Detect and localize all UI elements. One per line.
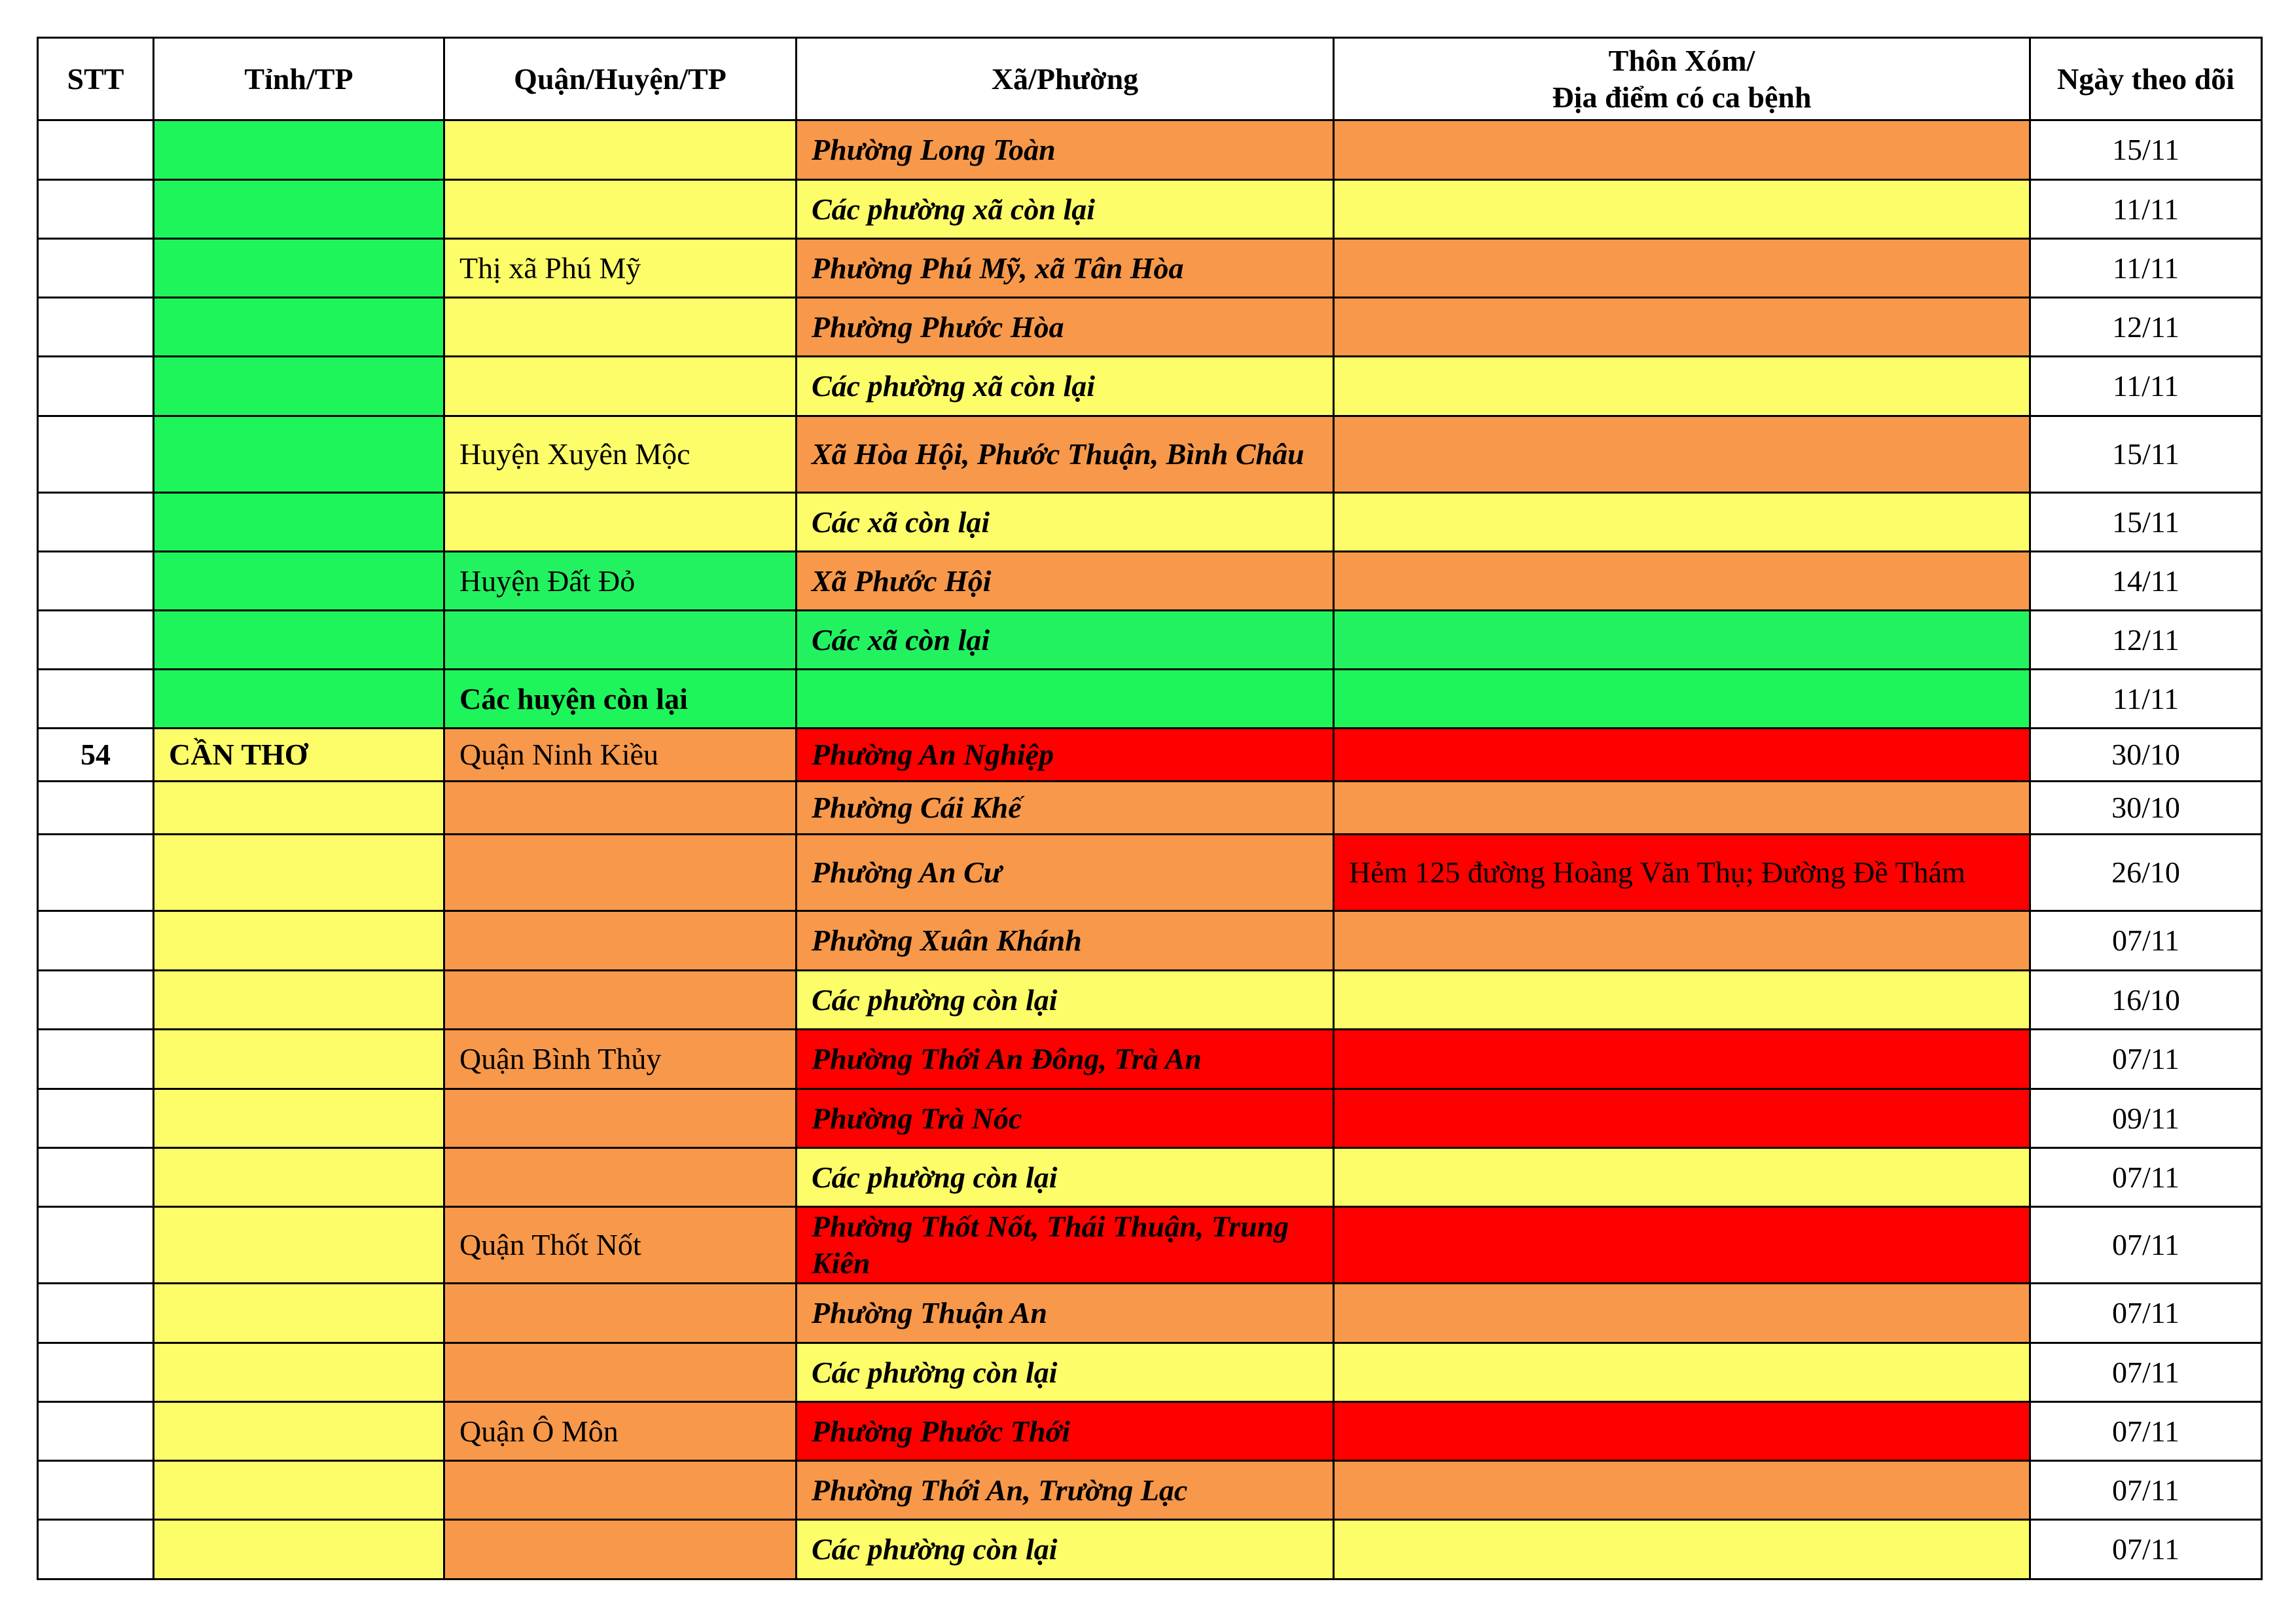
- stt-cell: [38, 1207, 154, 1284]
- stt-cell: [38, 782, 154, 835]
- district-cell: [444, 611, 797, 670]
- district-cell: Quận Bình Thủy: [444, 1030, 797, 1089]
- date-cell: 15/11: [2030, 416, 2262, 493]
- stt-cell: [38, 298, 154, 357]
- stt-cell: [38, 1343, 154, 1402]
- province-cell: [154, 493, 444, 552]
- table-row: [38, 180, 2262, 239]
- province-cell: [154, 1030, 444, 1089]
- stt-cell: [38, 1284, 154, 1343]
- province-cell: [154, 120, 444, 180]
- province-cell: [154, 1148, 444, 1207]
- stt-cell: [38, 552, 154, 611]
- table-row: [38, 1030, 2262, 1089]
- ward-cell: Các phường còn lại: [797, 971, 1334, 1030]
- location-cell: [1334, 1030, 2030, 1089]
- table-row: [38, 239, 2262, 298]
- table-row: [38, 1402, 2262, 1461]
- risk-level-table: [37, 37, 2263, 1580]
- table-row: [38, 1343, 2262, 1402]
- stt-cell: [38, 611, 154, 670]
- stt-cell: [38, 1089, 154, 1148]
- province-cell: [154, 1402, 444, 1461]
- date-cell: 11/11: [2030, 670, 2262, 729]
- location-cell: [1334, 971, 2030, 1030]
- location-cell: [1334, 911, 2030, 971]
- header-date: Ngày theo dõi: [2030, 38, 2262, 120]
- table-row: [38, 1207, 2262, 1284]
- header-location-line2: Địa điểm có ca bệnh: [1552, 80, 1812, 114]
- ward-cell: Phường Thới An Đông, Trà An: [797, 1030, 1334, 1089]
- district-cell: [444, 180, 797, 239]
- province-cell: [154, 782, 444, 835]
- ward-cell: Các xã còn lại: [797, 493, 1334, 552]
- province-cell: [154, 298, 444, 357]
- location-cell: [1334, 120, 2030, 180]
- date-cell: 07/11: [2030, 1343, 2262, 1402]
- table-row: [38, 1284, 2262, 1343]
- location-cell: [1334, 1207, 2030, 1284]
- district-cell: [444, 1148, 797, 1207]
- province-cell: [154, 552, 444, 611]
- ward-cell: Phường Phú Mỹ, xã Tân Hòa: [797, 239, 1334, 298]
- header-district: Quận/Huyện/TP: [444, 38, 797, 120]
- district-cell: [444, 782, 797, 835]
- district-cell: [444, 120, 797, 180]
- district-cell: [444, 1520, 797, 1579]
- table-row: [38, 911, 2262, 971]
- province-cell: [154, 1284, 444, 1343]
- location-cell: [1334, 782, 2030, 835]
- date-cell: 30/10: [2030, 729, 2262, 782]
- province-cell: [154, 180, 444, 239]
- header-row: [38, 38, 2262, 120]
- location-cell: [1334, 180, 2030, 239]
- table-row: [38, 298, 2262, 357]
- ward-cell: Phường Xuân Khánh: [797, 911, 1334, 971]
- table-row: [38, 1089, 2262, 1148]
- date-cell: 11/11: [2030, 239, 2262, 298]
- table-row: [38, 493, 2262, 552]
- location-cell: [1334, 1402, 2030, 1461]
- district-cell: Thị xã Phú Mỹ: [444, 239, 797, 298]
- province-cell: [154, 911, 444, 971]
- ward-cell: Phường Thốt Nốt, Thái Thuận, Trung Kiên: [797, 1207, 1334, 1284]
- date-cell: 15/11: [2030, 120, 2262, 180]
- ward-cell: Phường An Cư: [797, 835, 1334, 911]
- location-cell: [1334, 1343, 2030, 1402]
- date-cell: 30/10: [2030, 782, 2262, 835]
- stt-cell: [38, 180, 154, 239]
- date-cell: 15/11: [2030, 493, 2262, 552]
- date-cell: 07/11: [2030, 1402, 2262, 1461]
- stt-cell: [38, 239, 154, 298]
- location-cell: [1334, 1284, 2030, 1343]
- stt-cell: [38, 493, 154, 552]
- ward-cell: Các phường xã còn lại: [797, 180, 1334, 239]
- province-cell: [154, 835, 444, 911]
- stt-cell: 54: [38, 729, 154, 782]
- province-cell: CẦN THƠ: [154, 729, 444, 782]
- location-cell: [1334, 416, 2030, 493]
- table-row: [38, 357, 2262, 416]
- table-row: [38, 416, 2262, 493]
- header-location-line1: Thôn Xóm/: [1608, 43, 1755, 77]
- ward-cell: Phường Long Toàn: [797, 120, 1334, 180]
- province-cell: [154, 239, 444, 298]
- ward-cell: Các xã còn lại: [797, 611, 1334, 670]
- location-cell: [1334, 239, 2030, 298]
- location-cell: [1334, 552, 2030, 611]
- stt-cell: [38, 1461, 154, 1520]
- ward-cell: Phường Thuận An: [797, 1284, 1334, 1343]
- district-cell: [444, 911, 797, 971]
- date-cell: 07/11: [2030, 1030, 2262, 1089]
- date-cell: 07/11: [2030, 1520, 2262, 1579]
- ward-cell: Các phường còn lại: [797, 1148, 1334, 1207]
- date-cell: 07/11: [2030, 1148, 2262, 1207]
- location-cell: [1334, 1461, 2030, 1520]
- district-cell: Huyện Đất Đỏ: [444, 552, 797, 611]
- location-cell: [1334, 670, 2030, 729]
- stt-cell: [38, 120, 154, 180]
- location-cell: [1334, 1520, 2030, 1579]
- header-ward: Xã/Phường: [797, 38, 1334, 120]
- table-row: [38, 1520, 2262, 1579]
- date-cell: 12/11: [2030, 298, 2262, 357]
- province-cell: [154, 971, 444, 1030]
- header-location: [1334, 38, 2030, 120]
- district-cell: [444, 835, 797, 911]
- table-row: [38, 835, 2262, 911]
- district-cell: Các huyện còn lại: [444, 670, 797, 729]
- date-cell: 11/11: [2030, 357, 2262, 416]
- table-row: [38, 1461, 2262, 1520]
- date-cell: 12/11: [2030, 611, 2262, 670]
- stt-cell: [38, 1148, 154, 1207]
- stt-cell: [38, 670, 154, 729]
- province-cell: [154, 1520, 444, 1579]
- table-row: [38, 670, 2262, 729]
- province-cell: [154, 1207, 444, 1284]
- stt-cell: [38, 835, 154, 911]
- date-cell: 14/11: [2030, 552, 2262, 611]
- location-cell: [1334, 729, 2030, 782]
- district-cell: [444, 1343, 797, 1402]
- table-body: [38, 120, 2262, 1579]
- ward-cell: Các phường xã còn lại: [797, 357, 1334, 416]
- province-cell: [154, 416, 444, 493]
- location-cell: [1334, 1148, 2030, 1207]
- province-cell: [154, 357, 444, 416]
- header-stt: STT: [38, 38, 154, 120]
- date-cell: 07/11: [2030, 911, 2262, 971]
- ward-cell: Phường Phước Thới: [797, 1402, 1334, 1461]
- district-cell: [444, 1284, 797, 1343]
- table-row: [38, 729, 2262, 782]
- location-cell: Hẻm 125 đường Hoàng Văn Thụ; Đường Đề Thám: [1334, 835, 2030, 911]
- location-cell: [1334, 611, 2030, 670]
- province-cell: [154, 1461, 444, 1520]
- table-row: [38, 971, 2262, 1030]
- district-cell: [444, 493, 797, 552]
- date-cell: 07/11: [2030, 1284, 2262, 1343]
- ward-cell: Phường An Nghiệp: [797, 729, 1334, 782]
- ward-cell: Phường Phước Hòa: [797, 298, 1334, 357]
- location-cell: [1334, 298, 2030, 357]
- table-header: [38, 38, 2262, 120]
- ward-cell: Phường Thới An, Trường Lạc: [797, 1461, 1334, 1520]
- district-cell: Quận Thốt Nốt: [444, 1207, 797, 1284]
- district-cell: [444, 298, 797, 357]
- date-cell: 11/11: [2030, 180, 2262, 239]
- ward-cell: Các phường còn lại: [797, 1520, 1334, 1579]
- location-cell: [1334, 1089, 2030, 1148]
- date-cell: 07/11: [2030, 1207, 2262, 1284]
- table-row: [38, 1148, 2262, 1207]
- district-cell: Huyện Xuyên Mộc: [444, 416, 797, 493]
- stt-cell: [38, 416, 154, 493]
- table-row: [38, 782, 2262, 835]
- date-cell: 07/11: [2030, 1461, 2262, 1520]
- stt-cell: [38, 1402, 154, 1461]
- ward-cell: Xã Hòa Hội, Phước Thuận, Bình Châu: [797, 416, 1334, 493]
- date-cell: 16/10: [2030, 971, 2262, 1030]
- ward-cell: Phường Cái Khế: [797, 782, 1334, 835]
- district-cell: Quận Ninh Kiều: [444, 729, 797, 782]
- location-cell: [1334, 493, 2030, 552]
- province-cell: [154, 670, 444, 729]
- table-row: [38, 552, 2262, 611]
- stt-cell: [38, 911, 154, 971]
- ward-cell: [797, 670, 1334, 729]
- ward-cell: Phường Trà Nóc: [797, 1089, 1334, 1148]
- location-cell: [1334, 357, 2030, 416]
- district-cell: Quận Ô Môn: [444, 1402, 797, 1461]
- province-cell: [154, 1089, 444, 1148]
- stt-cell: [38, 1520, 154, 1579]
- province-cell: [154, 611, 444, 670]
- date-cell: 09/11: [2030, 1089, 2262, 1148]
- ward-cell: Các phường còn lại: [797, 1343, 1334, 1402]
- district-cell: [444, 971, 797, 1030]
- province-cell: [154, 1343, 444, 1402]
- district-cell: [444, 357, 797, 416]
- stt-cell: [38, 971, 154, 1030]
- date-cell: 26/10: [2030, 835, 2262, 911]
- stt-cell: [38, 1030, 154, 1089]
- table-row: [38, 611, 2262, 670]
- header-province: Tỉnh/TP: [154, 38, 444, 120]
- ward-cell: Xã Phước Hội: [797, 552, 1334, 611]
- table-row: [38, 120, 2262, 180]
- district-cell: [444, 1089, 797, 1148]
- stt-cell: [38, 357, 154, 416]
- district-cell: [444, 1461, 797, 1520]
